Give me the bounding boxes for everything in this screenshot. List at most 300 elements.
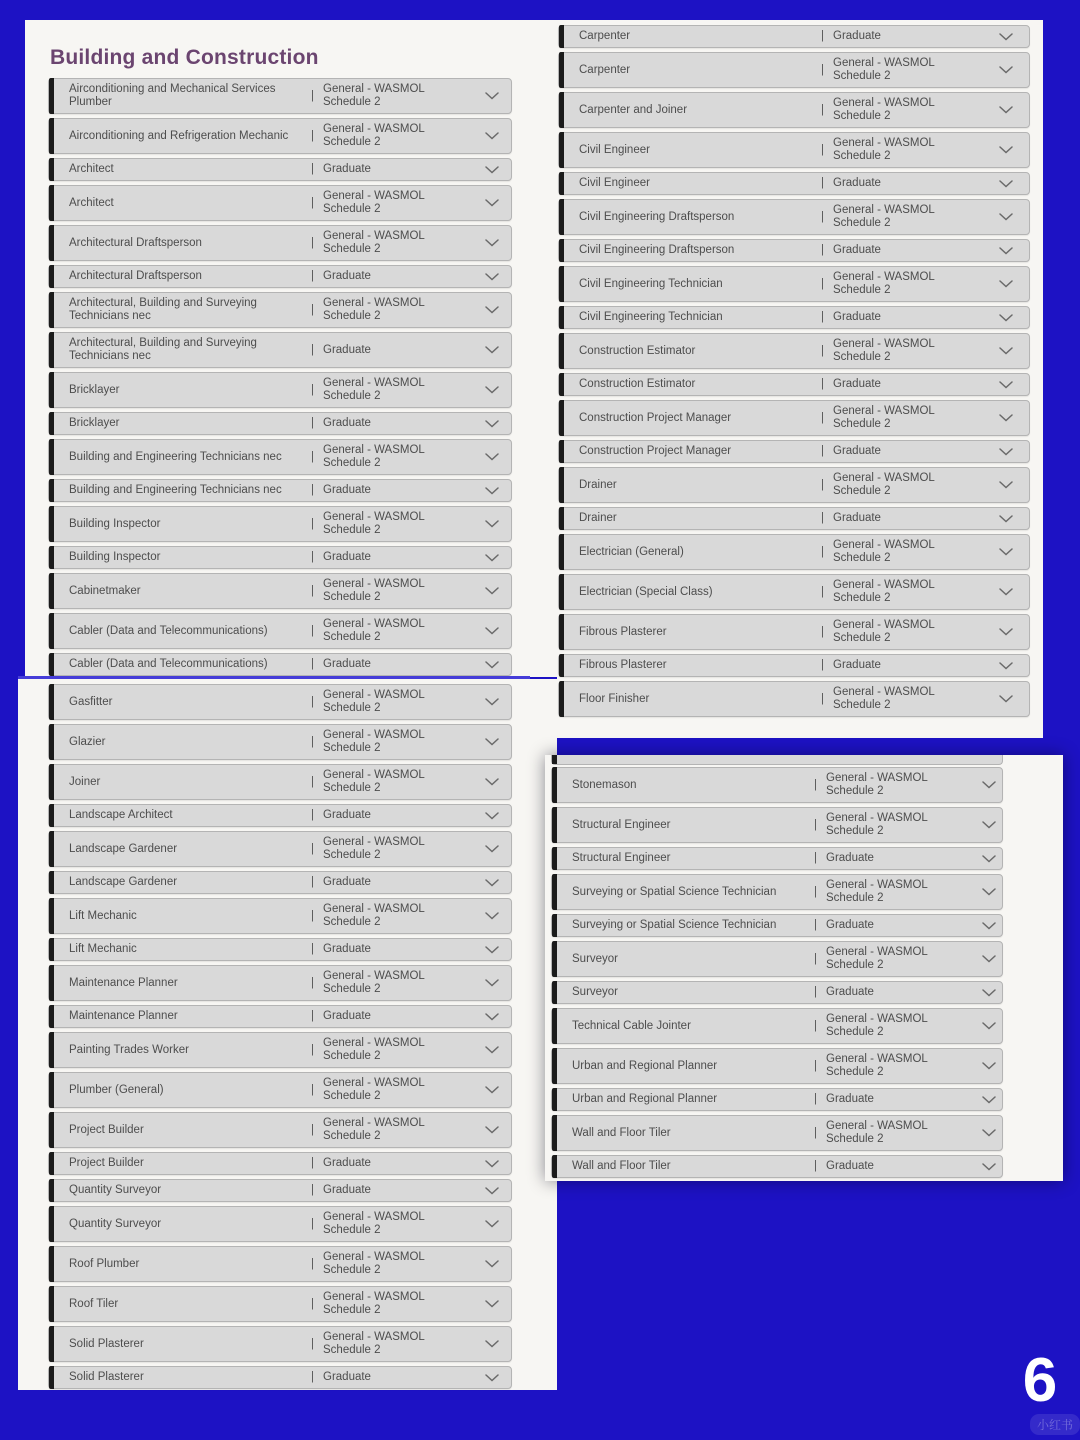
stream-separator: | xyxy=(821,659,824,671)
stream-separator: | xyxy=(311,1043,314,1056)
occupation-row[interactable] xyxy=(551,1155,1003,1178)
chevron-down-icon[interactable] xyxy=(485,879,499,887)
chevron-down-icon[interactable] xyxy=(982,989,996,997)
occupation-name: Civil Engineering Technician xyxy=(579,277,723,290)
occupation-name: Glazier xyxy=(69,735,106,748)
stream-separator: | xyxy=(821,63,824,76)
occupation-name: Project Builder xyxy=(69,1157,144,1169)
stream-separator: | xyxy=(821,445,824,457)
occupation-row[interactable] xyxy=(551,807,1003,843)
chevron-down-icon[interactable] xyxy=(999,247,1013,255)
occupation-row[interactable] xyxy=(558,239,1030,262)
occupation-row[interactable] xyxy=(48,1366,512,1389)
occupation-row[interactable] xyxy=(558,52,1030,88)
chevron-down-icon[interactable] xyxy=(485,453,499,461)
stream-label: Graduate xyxy=(826,852,874,864)
stream-label: General - WASMOL Schedule 2 xyxy=(323,1251,425,1276)
chevron-down-icon[interactable] xyxy=(485,273,499,281)
occupation-name: Landscape Architect xyxy=(69,809,173,821)
stream-label: General - WASMOL Schedule 2 xyxy=(323,1117,425,1142)
occupation-name: Surveying or Spatial Science Technician xyxy=(572,885,777,898)
stream-separator: | xyxy=(814,1126,817,1139)
occupation-name: Landscape Gardener xyxy=(69,876,178,888)
chevron-down-icon[interactable] xyxy=(999,695,1013,703)
occupation-name: Urban and Regional Planner xyxy=(572,1093,718,1105)
stream-label: General - WASMOL Schedule 2 xyxy=(323,83,425,108)
occupation-name: Civil Engineering Technician xyxy=(579,311,723,323)
occupation-name: Structural Engineer xyxy=(572,852,671,864)
occupation-row[interactable] xyxy=(558,25,1030,48)
occupation-row[interactable] xyxy=(48,1072,512,1108)
chevron-down-icon[interactable] xyxy=(485,346,499,354)
chevron-down-icon[interactable] xyxy=(982,1062,996,1070)
screenshot-seam-line xyxy=(18,676,530,679)
chevron-down-icon[interactable] xyxy=(485,239,499,247)
stream-label: General - WASMOL Schedule 2 xyxy=(323,1291,425,1316)
occupation-name: Construction Estimator xyxy=(579,378,696,390)
occupation-row[interactable] xyxy=(48,479,512,502)
chevron-down-icon[interactable] xyxy=(485,1126,499,1134)
chevron-down-icon[interactable] xyxy=(485,1374,499,1382)
stream-label: General - WASMOL Schedule 2 xyxy=(323,1077,425,1102)
occupation-row[interactable] xyxy=(551,874,1003,910)
stream-label: Graduate xyxy=(323,484,371,496)
occupation-row[interactable] xyxy=(558,92,1030,128)
occupation-row[interactable] xyxy=(48,764,512,800)
chevron-down-icon[interactable] xyxy=(999,180,1013,188)
chevron-down-icon[interactable] xyxy=(999,448,1013,456)
stream-separator: | xyxy=(821,311,824,323)
chevron-down-icon[interactable] xyxy=(485,1086,499,1094)
chevron-down-icon[interactable] xyxy=(982,821,996,829)
chevron-down-icon[interactable] xyxy=(485,912,499,920)
stream-label: Graduate xyxy=(833,311,881,323)
stream-label: Graduate xyxy=(323,1371,371,1383)
stream-label: Graduate xyxy=(323,658,371,670)
chevron-down-icon[interactable] xyxy=(485,306,499,314)
chevron-down-icon[interactable] xyxy=(485,1187,499,1195)
stream-label: Graduate xyxy=(323,876,371,888)
stream-separator: | xyxy=(814,1093,817,1105)
occupation-name: Architectural Draftsperson xyxy=(69,270,202,282)
chevron-down-icon[interactable] xyxy=(982,955,996,963)
occupation-row[interactable] xyxy=(48,1286,512,1322)
chevron-down-icon[interactable] xyxy=(485,1046,499,1054)
occupation-name: Quantity Surveyor xyxy=(69,1217,162,1230)
stream-label: General - WASMOL Schedule 2 xyxy=(323,618,425,643)
occupation-name: Electrician (Special Class) xyxy=(579,585,713,598)
stream-separator: | xyxy=(311,1217,314,1230)
stream-separator: | xyxy=(821,30,824,42)
chevron-down-icon[interactable] xyxy=(999,628,1013,636)
occupation-row[interactable] xyxy=(48,684,512,720)
occupation-list-top-left xyxy=(48,78,512,676)
stream-label: Graduate xyxy=(833,445,881,457)
stream-separator: | xyxy=(311,163,314,175)
occupation-row[interactable] xyxy=(48,613,512,649)
occupation-name: Wall and Floor Tiler xyxy=(572,1126,671,1139)
occupation-row[interactable] xyxy=(48,1326,512,1362)
occupation-name: Building and Engineering Technicians nec xyxy=(69,484,282,496)
occupation-name: Quantity Surveyor xyxy=(69,1184,162,1196)
occupation-name: Floor Finisher xyxy=(579,692,650,705)
stream-label: Graduate xyxy=(323,1157,371,1169)
occupation-name: Carpenter and Joiner xyxy=(579,103,688,116)
chevron-down-icon[interactable] xyxy=(999,515,1013,523)
chevron-down-icon[interactable] xyxy=(999,588,1013,596)
occupation-name: Wall and Floor Tiler xyxy=(572,1160,671,1172)
occupation-row[interactable] xyxy=(48,292,512,328)
occupation-row[interactable] xyxy=(48,78,512,114)
stream-label: Graduate xyxy=(323,1010,371,1022)
occupation-name: Maintenance Planner xyxy=(69,976,178,989)
stream-label: General - WASMOL Schedule 2 xyxy=(323,190,425,215)
occupation-name: Construction Estimator xyxy=(579,344,696,357)
occupation-name: Architectural, Building and Surveying Technicians nec xyxy=(69,297,257,322)
stream-separator: | xyxy=(821,692,824,705)
chevron-down-icon[interactable] xyxy=(982,855,996,863)
stream-separator: | xyxy=(311,735,314,748)
stream-label: General - WASMOL Schedule 2 xyxy=(323,903,425,928)
chevron-down-icon[interactable] xyxy=(982,1096,996,1104)
stream-separator: | xyxy=(814,986,817,998)
stream-label: General - WASMOL Schedule 2 xyxy=(833,271,935,296)
stream-label: Graduate xyxy=(323,1184,371,1196)
stream-separator: | xyxy=(821,545,824,558)
chevron-down-icon[interactable] xyxy=(999,314,1013,322)
chevron-down-icon[interactable] xyxy=(485,587,499,595)
chevron-down-icon[interactable] xyxy=(485,661,499,669)
occupation-row[interactable] xyxy=(558,614,1030,650)
chevron-down-icon[interactable] xyxy=(999,106,1013,114)
stream-label: General - WASMOL Schedule 2 xyxy=(833,686,935,711)
stream-label: Graduate xyxy=(833,30,881,42)
occupation-name: Architect xyxy=(69,196,114,209)
stream-label: Graduate xyxy=(826,986,874,998)
stream-separator: | xyxy=(821,344,824,357)
stream-label: Graduate xyxy=(833,378,881,390)
occupation-row[interactable] xyxy=(48,1206,512,1242)
occupation-row[interactable] xyxy=(558,440,1030,463)
chevron-down-icon[interactable] xyxy=(485,92,499,100)
occupation-name: Fibrous Plasterer xyxy=(579,625,667,638)
stream-separator: | xyxy=(311,976,314,989)
stream-label: General - WASMOL Schedule 2 xyxy=(833,137,935,162)
stream-separator: | xyxy=(311,89,314,102)
occupation-row[interactable] xyxy=(48,412,512,435)
stream-separator: | xyxy=(311,1297,314,1310)
stream-separator: | xyxy=(821,244,824,256)
chevron-down-icon[interactable] xyxy=(999,662,1013,670)
occupation-row[interactable] xyxy=(48,1005,512,1028)
stream-label: General - WASMOL Schedule 2 xyxy=(826,879,928,904)
occupation-name: Technical Cable Jointer xyxy=(572,1019,691,1032)
occupation-row[interactable] xyxy=(48,332,512,368)
stream-separator: | xyxy=(311,1257,314,1270)
stream-separator: | xyxy=(311,584,314,597)
occupation-name: Surveying or Spatial Science Technician xyxy=(572,919,777,931)
stream-label: General - WASMOL Schedule 2 xyxy=(833,579,935,604)
chevron-down-icon[interactable] xyxy=(485,1300,499,1308)
stream-separator: | xyxy=(311,129,314,142)
occupation-row[interactable] xyxy=(48,871,512,894)
stream-separator: | xyxy=(311,624,314,637)
occupation-row[interactable] xyxy=(48,724,512,760)
stream-separator: | xyxy=(311,695,314,708)
occupation-row[interactable] xyxy=(558,132,1030,168)
occupation-name: Civil Engineering Draftsperson xyxy=(579,210,735,223)
occupation-row[interactable] xyxy=(551,1048,1003,1084)
stream-label: General - WASMOL Schedule 2 xyxy=(323,769,425,794)
occupation-row[interactable] xyxy=(551,981,1003,1004)
chevron-down-icon[interactable] xyxy=(485,1340,499,1348)
stream-separator: | xyxy=(311,383,314,396)
occupation-row[interactable] xyxy=(48,225,512,261)
chevron-down-icon[interactable] xyxy=(485,132,499,140)
stream-separator: | xyxy=(311,1184,314,1196)
stream-separator: | xyxy=(311,842,314,855)
stream-separator: | xyxy=(821,378,824,390)
occupation-name: Construction Project Manager xyxy=(579,411,732,424)
chevron-down-icon[interactable] xyxy=(999,280,1013,288)
chevron-down-icon[interactable] xyxy=(999,33,1013,41)
occupation-row[interactable] xyxy=(551,1088,1003,1111)
occupation-row[interactable] xyxy=(558,681,1030,717)
occupation-row[interactable] xyxy=(48,965,512,1001)
chevron-down-icon[interactable] xyxy=(982,781,996,789)
stream-label: General - WASMOL Schedule 2 xyxy=(323,729,425,754)
occupation-name: Carpenter xyxy=(579,30,631,42)
occupation-row[interactable] xyxy=(48,831,512,867)
chevron-down-icon[interactable] xyxy=(999,347,1013,355)
stream-separator: | xyxy=(311,809,314,821)
stream-separator: | xyxy=(821,277,824,290)
stream-label: General - WASMOL Schedule 2 xyxy=(323,377,425,402)
occupation-row[interactable] xyxy=(48,1179,512,1202)
occupation-name: Bricklayer xyxy=(69,383,120,396)
chevron-down-icon[interactable] xyxy=(485,1260,499,1268)
occupation-name: Cabler (Data and Telecommunications) xyxy=(69,658,268,670)
chevron-down-icon[interactable] xyxy=(485,698,499,706)
occupation-row[interactable] xyxy=(551,767,1003,803)
chevron-down-icon[interactable] xyxy=(982,922,996,930)
occupation-row[interactable] xyxy=(558,199,1030,235)
page-number: 6 xyxy=(1022,1346,1058,1415)
stream-separator: | xyxy=(814,818,817,831)
occupation-name: Building Inspector xyxy=(69,551,161,563)
chevron-down-icon[interactable] xyxy=(485,199,499,207)
stream-separator: | xyxy=(311,1083,314,1096)
occupation-row[interactable] xyxy=(558,574,1030,610)
occupation-name: Stonemason xyxy=(572,778,637,791)
stream-separator: | xyxy=(814,952,817,965)
chevron-down-icon[interactable] xyxy=(982,888,996,896)
occupation-name: Civil Engineering Draftsperson xyxy=(579,244,735,256)
occupation-row[interactable] xyxy=(48,185,512,221)
occupation-row[interactable] xyxy=(558,266,1030,302)
occupation-row[interactable] xyxy=(558,654,1030,677)
chevron-down-icon[interactable] xyxy=(485,979,499,987)
occupation-row[interactable] xyxy=(558,306,1030,329)
chevron-down-icon[interactable] xyxy=(485,845,499,853)
occupation-row[interactable] xyxy=(558,507,1030,530)
chevron-down-icon[interactable] xyxy=(485,1220,499,1228)
stream-label: General - WASMOL Schedule 2 xyxy=(833,204,935,229)
stream-label: Graduate xyxy=(833,177,881,189)
chevron-down-icon[interactable] xyxy=(485,420,499,428)
occupation-row[interactable] xyxy=(551,1008,1003,1044)
stream-separator: | xyxy=(311,517,314,530)
stream-label: General - WASMOL Schedule 2 xyxy=(323,836,425,861)
stream-separator: | xyxy=(311,303,314,316)
occupation-row[interactable] xyxy=(48,265,512,288)
occupation-row[interactable] xyxy=(48,506,512,542)
stream-separator: | xyxy=(821,625,824,638)
occupation-row[interactable] xyxy=(551,914,1003,937)
chevron-down-icon[interactable] xyxy=(999,381,1013,389)
occupation-row[interactable] xyxy=(48,1246,512,1282)
occupation-name: Gasfitter xyxy=(69,695,113,708)
chevron-down-icon[interactable] xyxy=(485,812,499,820)
occupation-row[interactable] xyxy=(551,847,1003,870)
stream-separator: | xyxy=(311,775,314,788)
stream-label: General - WASMOL Schedule 2 xyxy=(323,297,425,322)
occupation-row[interactable] xyxy=(558,400,1030,436)
occupation-row[interactable] xyxy=(558,373,1030,396)
stream-separator: | xyxy=(311,343,314,356)
chevron-down-icon[interactable] xyxy=(485,738,499,746)
occupation-name: Architectural, Building and Surveying Technicians nec xyxy=(69,337,257,362)
chevron-down-icon[interactable] xyxy=(485,520,499,528)
chevron-down-icon[interactable] xyxy=(485,778,499,786)
chevron-down-icon[interactable] xyxy=(999,548,1013,556)
occupation-list-top-right xyxy=(558,25,1030,717)
stream-label: General - WASMOL Schedule 2 xyxy=(323,230,425,255)
stream-separator: | xyxy=(814,1160,817,1172)
cut-off-row xyxy=(551,755,1003,765)
stream-label: General - WASMOL Schedule 2 xyxy=(323,970,425,995)
stream-separator: | xyxy=(814,852,817,864)
occupation-name: Drainer xyxy=(579,512,617,524)
chevron-down-icon[interactable] xyxy=(982,1129,996,1137)
occupation-row[interactable] xyxy=(558,534,1030,570)
stream-separator: | xyxy=(821,210,824,223)
chevron-down-icon[interactable] xyxy=(999,481,1013,489)
stream-label: General - WASMOL Schedule 2 xyxy=(833,97,935,122)
stream-separator: | xyxy=(311,658,314,670)
chevron-down-icon[interactable] xyxy=(999,146,1013,154)
occupation-row[interactable] xyxy=(558,467,1030,503)
occupation-row[interactable] xyxy=(48,573,512,609)
stream-label: Graduate xyxy=(323,809,371,821)
stream-label: Graduate xyxy=(833,659,881,671)
chevron-down-icon[interactable] xyxy=(999,213,1013,221)
occupation-row[interactable] xyxy=(48,372,512,408)
occupation-row[interactable] xyxy=(558,333,1030,369)
occupation-row[interactable] xyxy=(48,804,512,827)
occupation-row[interactable] xyxy=(551,1115,1003,1151)
stream-separator: | xyxy=(821,143,824,156)
chevron-down-icon[interactable] xyxy=(485,487,499,495)
occupation-row[interactable] xyxy=(48,1112,512,1148)
occupation-name: Construction Project Manager xyxy=(579,445,732,457)
chevron-down-icon[interactable] xyxy=(999,414,1013,422)
stream-separator: | xyxy=(311,450,314,463)
stream-label: General - WASMOL Schedule 2 xyxy=(833,539,935,564)
stream-label: General - WASMOL Schedule 2 xyxy=(833,57,935,82)
chevron-down-icon[interactable] xyxy=(999,66,1013,74)
stream-separator: | xyxy=(814,778,817,791)
stream-label: General - WASMOL Schedule 2 xyxy=(323,689,425,714)
chevron-down-icon[interactable] xyxy=(485,1160,499,1168)
stream-label: General - WASMOL Schedule 2 xyxy=(323,1037,425,1062)
stream-separator: | xyxy=(311,1371,314,1383)
chevron-down-icon[interactable] xyxy=(485,166,499,174)
occupation-name: Fibrous Plasterer xyxy=(579,659,667,671)
stream-separator: | xyxy=(821,411,824,424)
occupation-name: Electrician (General) xyxy=(579,545,684,558)
occupation-list-bottom-left xyxy=(48,684,512,1389)
stream-label: Graduate xyxy=(826,1093,874,1105)
occupation-name: Bricklayer xyxy=(69,417,120,429)
stream-label: Graduate xyxy=(323,270,371,282)
chevron-down-icon[interactable] xyxy=(485,946,499,954)
occupation-row[interactable] xyxy=(48,898,512,934)
stream-separator: | xyxy=(311,551,314,563)
stream-separator: | xyxy=(311,1157,314,1169)
occupation-name: Solid Plasterer xyxy=(69,1371,144,1383)
stream-separator: | xyxy=(311,943,314,955)
stream-label: General - WASMOL Schedule 2 xyxy=(826,812,928,837)
chevron-down-icon[interactable] xyxy=(982,1163,996,1171)
occupation-row[interactable] xyxy=(48,158,512,181)
occupation-row[interactable] xyxy=(48,546,512,569)
occupation-name: Project Builder xyxy=(69,1123,144,1136)
chevron-down-icon[interactable] xyxy=(485,386,499,394)
occupation-name: Surveyor xyxy=(572,952,619,965)
occupation-row[interactable] xyxy=(48,938,512,961)
occupation-row[interactable] xyxy=(48,1152,512,1175)
occupation-row[interactable] xyxy=(558,172,1030,195)
occupation-row[interactable] xyxy=(48,439,512,475)
occupation-list-bottom-right xyxy=(551,767,1003,1178)
occupation-name: Cabinetmaker xyxy=(69,584,141,597)
stream-separator: | xyxy=(311,236,314,249)
stream-label: Graduate xyxy=(323,343,371,356)
occupation-row[interactable] xyxy=(48,1032,512,1068)
occupation-name: Airconditioning and Refrigeration Mechanic xyxy=(69,129,289,142)
occupation-row[interactable] xyxy=(48,653,512,676)
chevron-down-icon[interactable] xyxy=(485,1013,499,1021)
page-title: Building and Construction xyxy=(50,46,319,70)
stream-separator: | xyxy=(821,585,824,598)
chevron-down-icon[interactable] xyxy=(485,627,499,635)
chevron-down-icon[interactable] xyxy=(982,1022,996,1030)
chevron-down-icon[interactable] xyxy=(485,554,499,562)
occupation-name: Roof Plumber xyxy=(69,1257,140,1270)
stream-label: General - WASMOL Schedule 2 xyxy=(826,1120,928,1145)
stream-label: Graduate xyxy=(323,163,371,175)
occupation-row[interactable] xyxy=(48,118,512,154)
occupation-name: Architect xyxy=(69,163,114,175)
stream-label: Graduate xyxy=(323,943,371,955)
stream-separator: | xyxy=(311,196,314,209)
stream-label: Graduate xyxy=(323,551,371,563)
occupation-row[interactable] xyxy=(551,941,1003,977)
stream-label: General - WASMOL Schedule 2 xyxy=(826,1013,928,1038)
occupation-name: Drainer xyxy=(579,478,617,491)
stream-separator: | xyxy=(814,1019,817,1032)
